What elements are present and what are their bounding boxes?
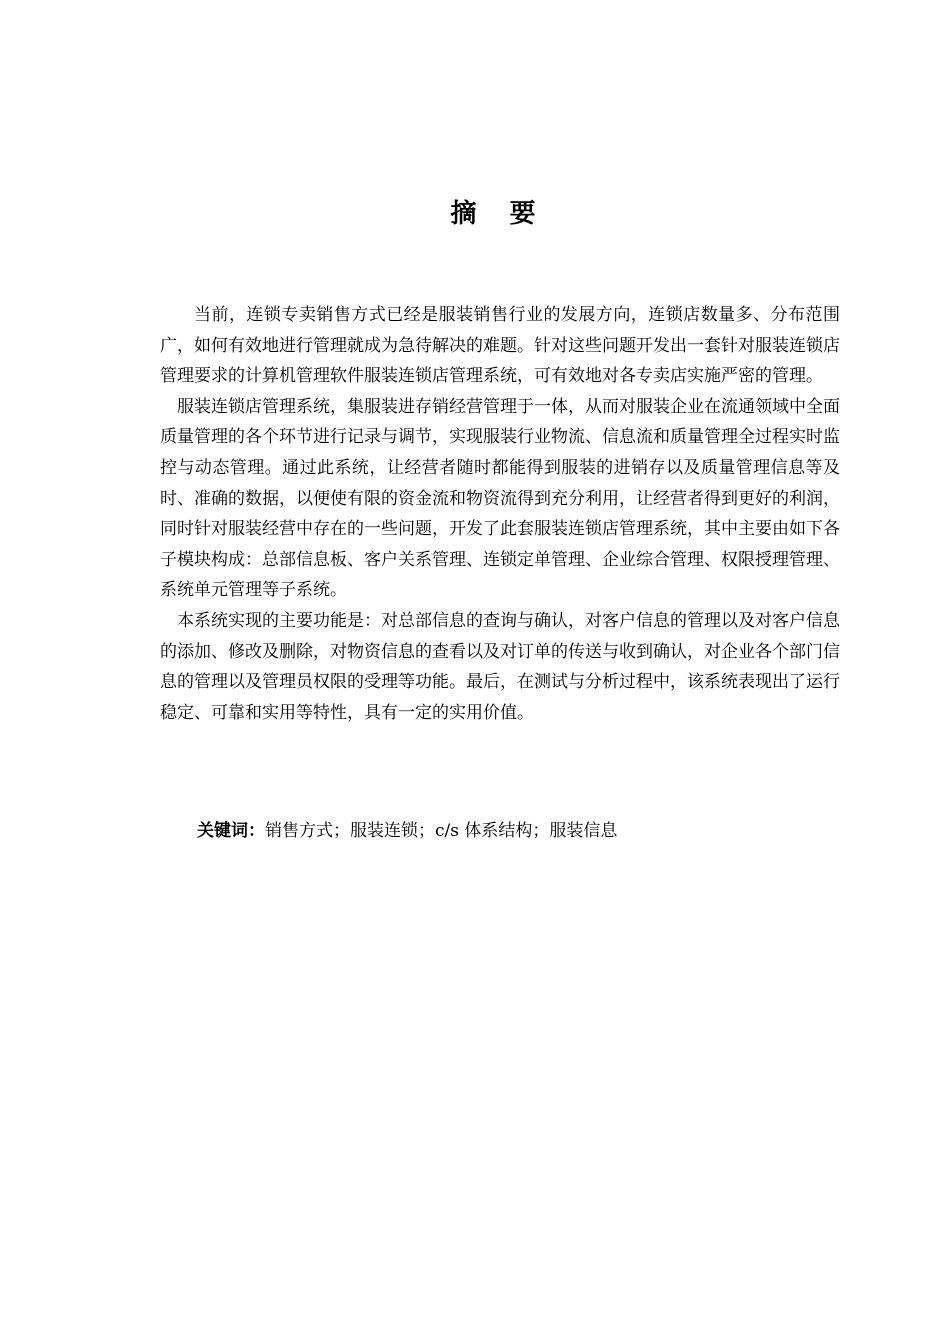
abstract-body bbox=[160, 300, 840, 728]
abstract-paragraph-1: 当前，连锁专卖销售方式已经是服装销售行业的发展方向，连锁店数量多、分布范围广，如何有效地进行管理就成为急待解决的难题。针对这些问题开发出一套针对服装连锁店管理要求的计算机管理软件服装连锁店管理系统，可有效地对各专卖店实施严密的管理。 bbox=[160, 305, 840, 387]
abstract-paragraph-2: 服装连锁店管理系统，集服装进存销经营管理于一体，从而对服装企业在流通领域中全面质量管理的各个环节进行记录与调节，实现服装行业物流、信息流和质量管理全过程实时监控与动态管理。通过此系统，让经营者随时都能得到服装的进销存以及质量管理信息等及时、准确的数据，以便使有限的资金流和物资流得到充分利用，让经营者得到更好的利润，同时针对服装经营中存在的一些问题，开发了此套服装连锁店管理系统，其中主要由如下各子模块构成：总部信息板、客户关系管理、连锁定单管理、企业综合管理、权限授理管理、系统单元管理等子系统。 bbox=[160, 396, 840, 601]
keywords-value: 销售方式；服装连锁；c/s 体系结构；服装信息 bbox=[265, 821, 618, 841]
keywords-line bbox=[197, 816, 837, 846]
keywords-label: 关键词： bbox=[197, 821, 265, 841]
abstract-paragraph-3: 本系统实现的主要功能是：对总部信息的查询与确认，对客户信息的管理以及对客户信息的添加、修改及删除，对物资信息的查看以及对订单的传送与收到确认，对企业各个部门信息的管理以及管理员权限的受理等功能。最后，在测试与分析过程中，该系统表现出了运行稳定、可靠和实用等特性，具有一定的实用价值。 bbox=[160, 610, 840, 723]
abstract-title: 摘 要 bbox=[450, 199, 548, 229]
